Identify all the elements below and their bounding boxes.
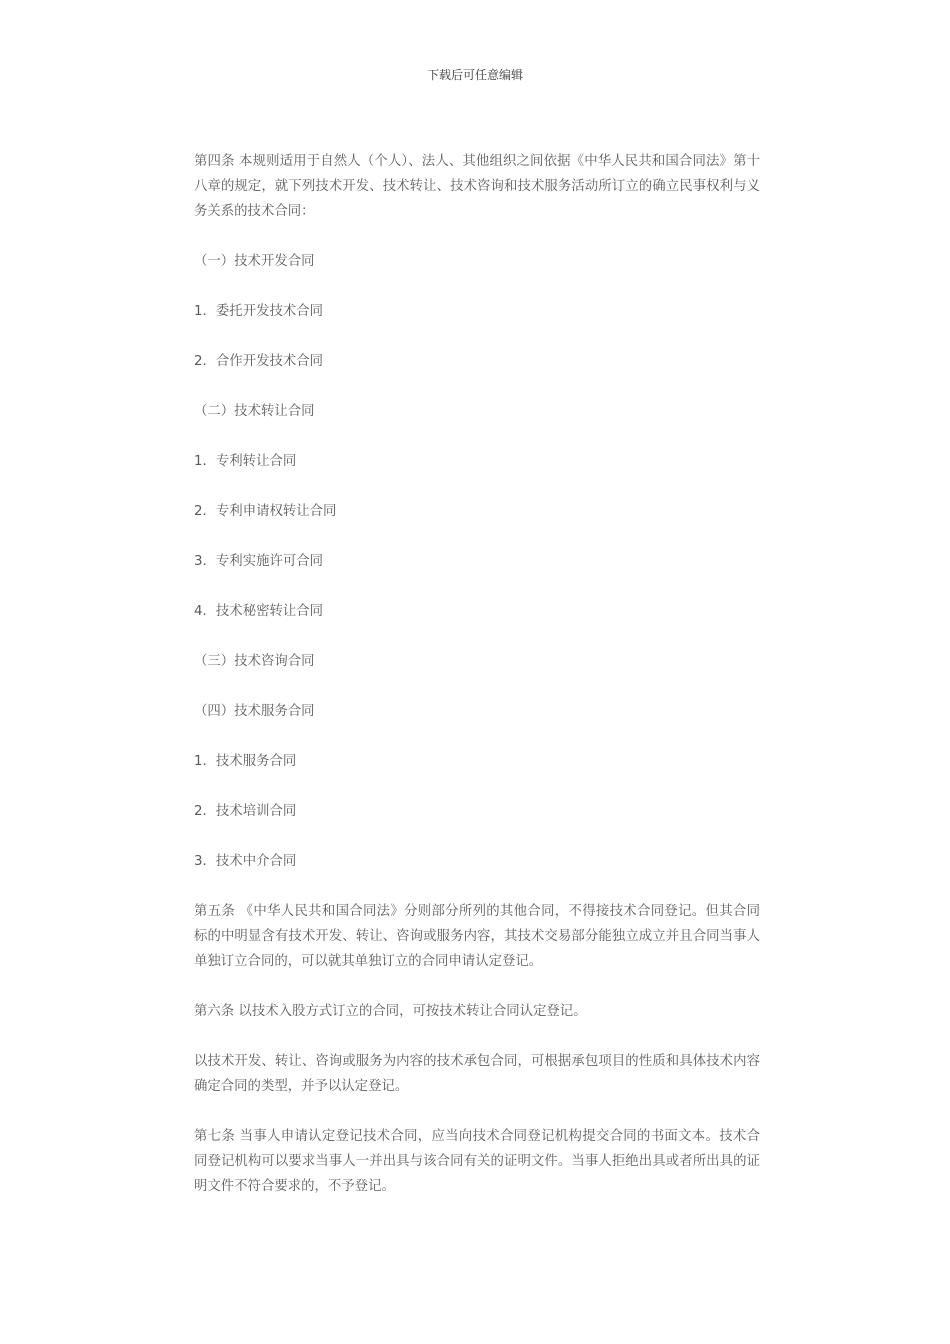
page-header: 下载后可任意编辑 (426, 68, 523, 82)
section-heading-tech-service: （四）技术服务合同 (194, 704, 315, 719)
list-item: 4．技术秘密转让合同 (194, 604, 324, 619)
article-5-paragraph: 第五条 《中华人民共和国合同法》分则部分所列的其他合同，不得接技术合同登记。但其合同标的中明显含有技术开发、转让、咨询或服务内容，其技术交易部分能独立成立并且合同当事人单独订立合同的，可以就其单独订立的合同申请认定登记。 (194, 904, 760, 969)
section-heading-tech-consulting: （三）技术咨询合同 (194, 654, 315, 669)
list-item: 1．专利转让合同 (194, 454, 297, 469)
list-item: 2．合作开发技术合同 (194, 354, 324, 369)
contracting-paragraph: 以技术开发、转让、咨询或服务为内容的技术承包合同，可根据承包项目的性质和具体技术内容确定合同的类型，并予以认定登记。 (194, 1054, 760, 1094)
document-body (194, 149, 760, 1224)
article-6-paragraph: 第六条 以技术入股方式订立的合同，可按技术转让合同认定登记。 (194, 1004, 587, 1019)
list-item: 2．专利申请权转让合同 (194, 504, 337, 519)
article-4-paragraph: 第四条 本规则适用于自然人（个人）、法人、其他组织之间依据《中华人民共和国合同法》第十八章的规定，就下列技术开发、技术转让、技术咨询和技术服务活动所订立的确立民事权利与义务关系的技术合同： (194, 154, 760, 219)
list-item: 3．技术中介合同 (194, 854, 297, 869)
article-7-paragraph: 第七条 当事人申请认定登记技术合同，应当向技术合同登记机构提交合同的书面文本。技术合同登记机构可以要求当事人一并出具与该合同有关的证明文件。当事人拒绝出具或者所出具的证明文件不符合要求的，不予登记。 (194, 1129, 760, 1194)
section-heading-tech-transfer: （二）技术转让合同 (194, 404, 315, 419)
list-item: 2．技术培训合同 (194, 804, 297, 819)
list-item: 1．委托开发技术合同 (194, 304, 324, 319)
section-heading-tech-development: （一）技术开发合同 (194, 254, 315, 269)
list-item: 3．专利实施许可合同 (194, 554, 324, 569)
list-item: 1．技术服务合同 (194, 754, 297, 769)
